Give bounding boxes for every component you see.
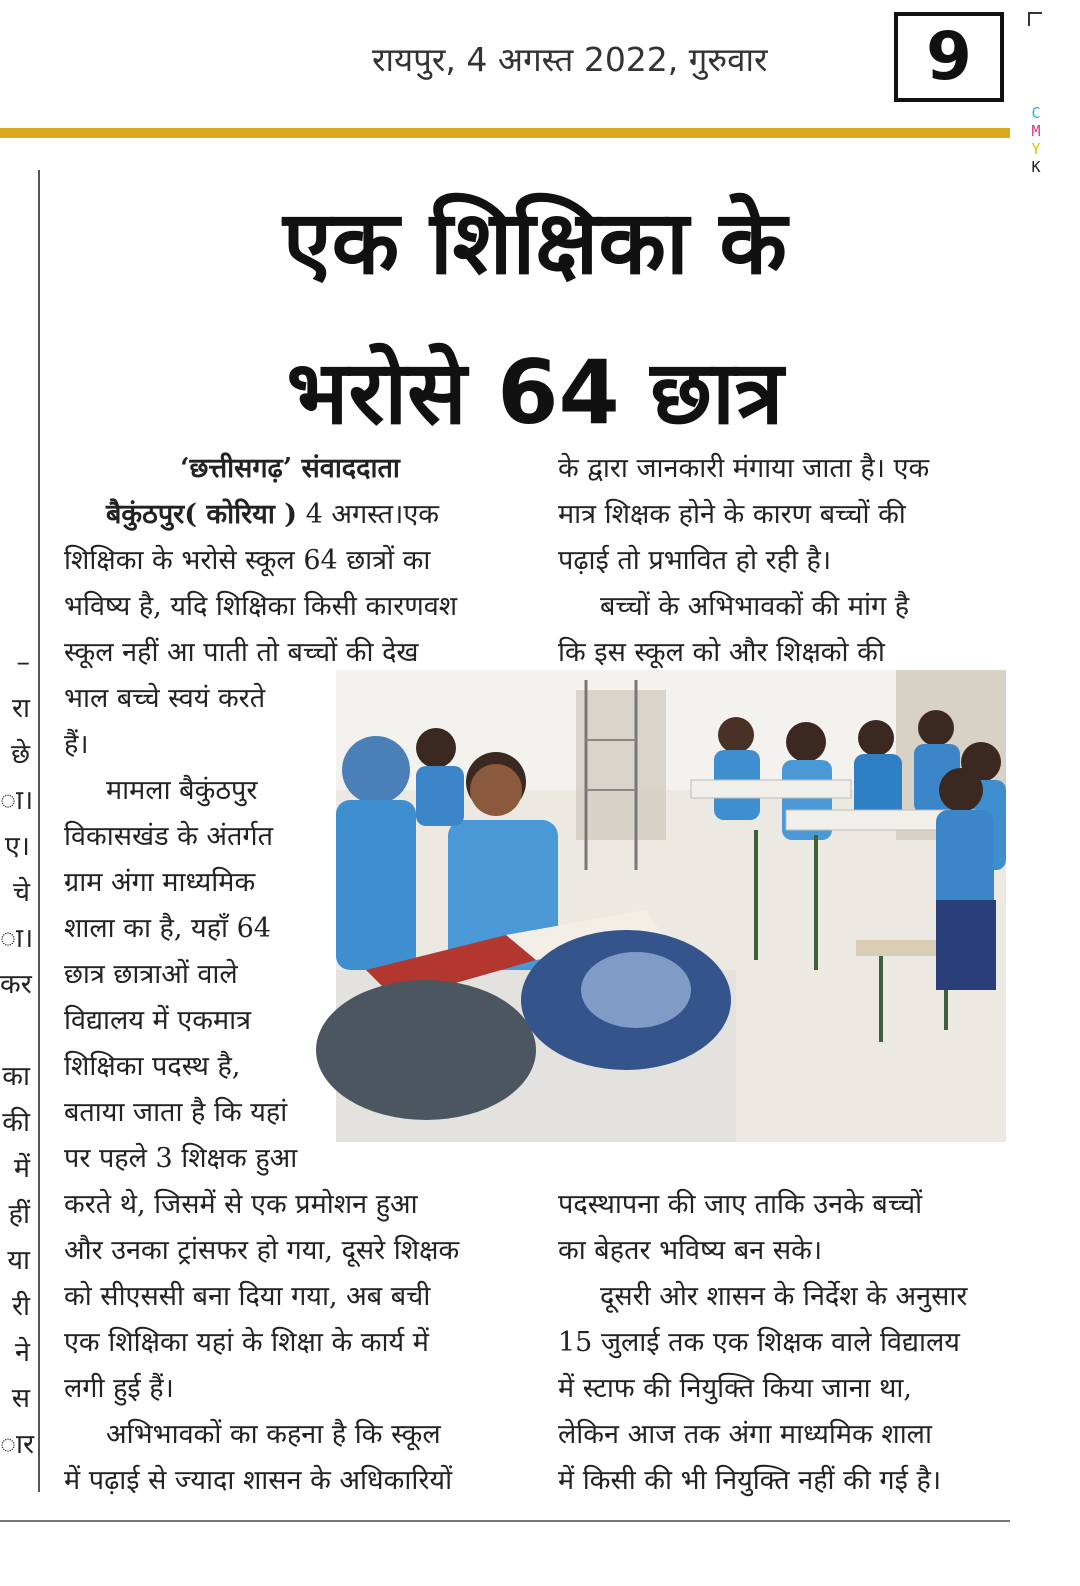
fragment-line: ा। bbox=[0, 923, 34, 954]
body-line: लेकिन आज तक अंगा माध्यमिक शाला bbox=[558, 1419, 932, 1450]
color-mark-k: K bbox=[1031, 158, 1041, 176]
body-line: हैं। bbox=[64, 729, 89, 760]
body-line: पढ़ाई तो प्रभावित हो रही है। bbox=[558, 545, 832, 576]
body-line: अभिभावकों का कहना है कि स्कूल bbox=[106, 1419, 441, 1450]
page-number: 9 bbox=[926, 18, 972, 95]
page-number-box bbox=[894, 12, 1004, 102]
article-left-column-top bbox=[64, 446, 516, 676]
body-line: बच्चों के अभिभावकों की मांग है bbox=[600, 591, 910, 622]
fragment-line: री bbox=[11, 1291, 30, 1322]
body-line: मामला बैकुंठपुर bbox=[106, 775, 258, 806]
color-mark-y: Y bbox=[1031, 140, 1041, 158]
fragment-line: या bbox=[7, 1245, 30, 1276]
body-line: पर पहले 3 शिक्षक हुआ bbox=[64, 1143, 298, 1174]
gold-divider bbox=[0, 128, 1010, 138]
crop-mark bbox=[1028, 12, 1042, 26]
fragment-line bbox=[0, 1008, 30, 1054]
fragment-line: चे bbox=[12, 877, 30, 908]
fragment-line: छे bbox=[11, 739, 30, 770]
fragment-line: का bbox=[2, 1061, 30, 1092]
body-line: छात्र छात्राओं वाले bbox=[64, 959, 238, 990]
fragment-line: हीं bbox=[8, 1199, 30, 1230]
fragment-line: में bbox=[13, 1153, 30, 1184]
body-line: में स्टाफ की नियुक्ति किया जाना था, bbox=[558, 1373, 912, 1404]
fragment-line: स bbox=[11, 1383, 30, 1414]
body-line: स्कूल नहीं आ पाती तो बच्चों की देख bbox=[64, 637, 419, 668]
body-line: ग्राम अंगा माध्यमिक bbox=[64, 867, 256, 898]
column-divider bbox=[38, 170, 40, 1492]
dateline-paragraph bbox=[64, 492, 516, 538]
fragment-line: ार bbox=[0, 1429, 35, 1460]
fragment-line: रा bbox=[11, 693, 30, 724]
dateline-date: 4 अगस्त। bbox=[297, 499, 404, 530]
article-left-column-narrow bbox=[64, 676, 318, 1182]
body-line: 15 जुलाई तक एक शिक्षक वाले विद्यालय bbox=[558, 1327, 960, 1358]
color-mark-m: M bbox=[1031, 122, 1041, 140]
article-right-column-bottom bbox=[558, 1182, 1008, 1504]
headline-line-1: एक शिक्षिका के bbox=[282, 191, 787, 294]
fragment-line: की bbox=[2, 1107, 30, 1138]
body-line: भाल बच्चे स्वयं करते bbox=[64, 683, 266, 714]
body-line: एक शिक्षिका यहां के शिक्षा के कार्य में bbox=[64, 1327, 429, 1358]
body-line: शिक्षिका पदस्थ है, bbox=[64, 1051, 241, 1082]
body-line: शाला का है, यहाँ 64 bbox=[64, 913, 271, 944]
fragment-line: ए। bbox=[4, 831, 30, 862]
page-dateline: रायपुर, 4 अगस्त 2022, गुरुवार bbox=[372, 40, 768, 79]
body-line: में पढ़ाई से ज्यादा शासन के अधिकारियों bbox=[64, 1465, 453, 1496]
article-left-column-bottom bbox=[64, 1182, 516, 1504]
body-line: विद्यालय में एकमात्र bbox=[64, 1005, 251, 1036]
fragment-line: ने bbox=[15, 1337, 30, 1368]
body-line: के द्वारा जानकारी मंगाया जाता है। एक bbox=[558, 453, 930, 484]
adjacent-column-fragments bbox=[0, 640, 35, 1468]
body-line: भविष्य है, यदि शिक्षिका किसी कारणवश bbox=[64, 591, 458, 622]
body-line: कि इस स्कूल को और शिक्षको की bbox=[558, 637, 885, 668]
article-right-column-top bbox=[558, 446, 1008, 676]
body-line: में किसी की भी नियुक्ति नहीं की गई है। bbox=[558, 1465, 942, 1496]
cmyk-color-marks bbox=[1026, 104, 1046, 176]
classroom-photo bbox=[336, 670, 1006, 1142]
bottom-divider bbox=[0, 1520, 1010, 1522]
body-line: का बेहतर भविष्य बन सके। bbox=[558, 1235, 823, 1266]
body-line: शिक्षिका के भरोसे स्कूल 64 छात्रों का bbox=[64, 545, 431, 576]
body-line: दूसरी ओर शासन के निर्देश के अनुसार bbox=[600, 1281, 968, 1312]
fragment-line: – bbox=[16, 647, 30, 678]
body-line: और उनका ट्रांसफर हो गया, दूसरे शिक्षक bbox=[64, 1235, 460, 1266]
body-line: बताया जाता है कि यहां bbox=[64, 1097, 288, 1128]
article-headline bbox=[70, 168, 1000, 468]
body-line: को सीएससी बना दिया गया, अब बची bbox=[64, 1281, 431, 1312]
byline: ‘छत्तीसगढ़’ संवाददाता bbox=[180, 453, 400, 484]
body-line: करते थे, जिसमें से एक प्रमोशन हुआ bbox=[64, 1189, 418, 1220]
body-line: लगी हुई हैं। bbox=[64, 1373, 174, 1404]
dateline-place: बैकुंठपुर( कोरिया ) bbox=[106, 499, 297, 530]
fragment-line: ा। bbox=[0, 785, 34, 816]
headline-line-2: भरोसे 64 छात्र bbox=[286, 341, 784, 444]
body-line: विकासखंड के अंतर्गत bbox=[64, 821, 274, 852]
color-mark-c: C bbox=[1031, 104, 1041, 122]
body-line: मात्र शिक्षक होने के कारण बच्चों की bbox=[558, 499, 906, 530]
body-line: एक bbox=[403, 499, 439, 530]
fragment-line: कर bbox=[0, 969, 32, 1000]
classroom-photo-illustration bbox=[336, 670, 1006, 1142]
body-line: पदस्थापना की जाए ताकि उनके बच्चों bbox=[558, 1189, 923, 1220]
